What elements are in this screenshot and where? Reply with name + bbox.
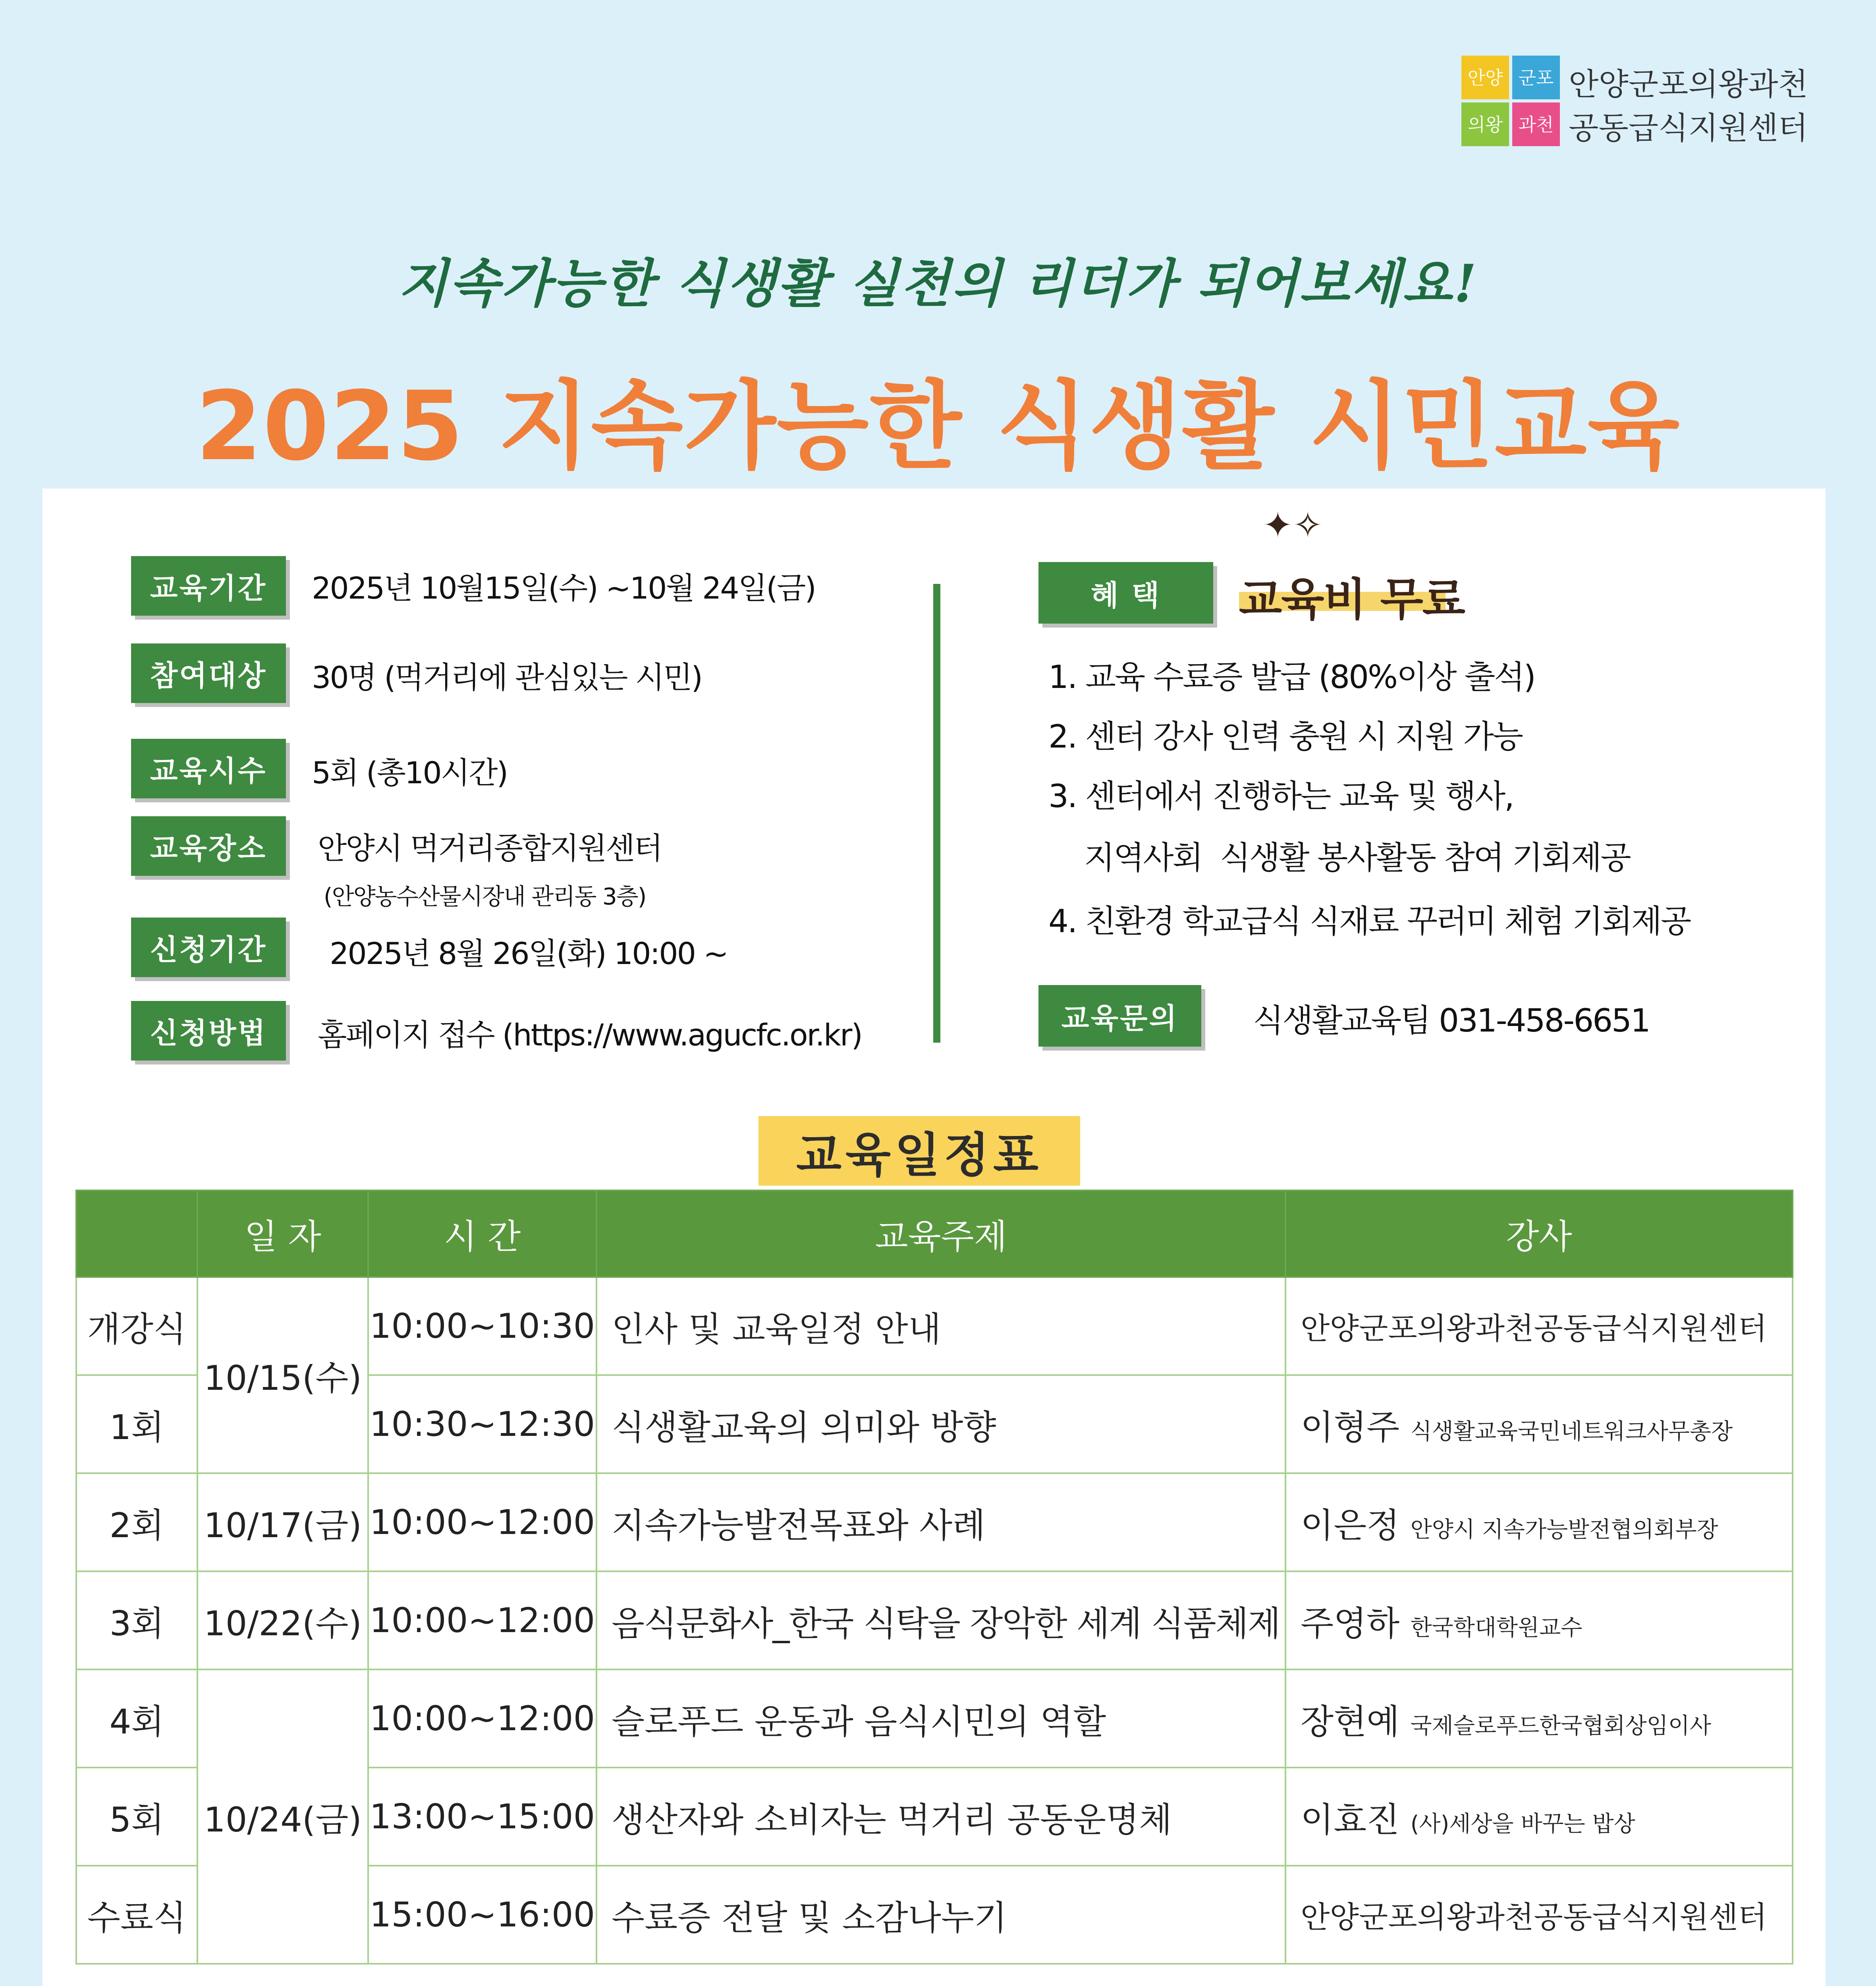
lecturer-cell: [1285, 1768, 1793, 1866]
lecturer-name: 주영하: [1301, 1603, 1400, 1644]
session-cell: 4회: [76, 1669, 197, 1768]
benefit-item-4: 4. 친환경 학교급식 식재료 꾸러미 체험 기회제공: [1048, 903, 1691, 940]
time-cell: 10:00~10:30: [368, 1277, 596, 1375]
lecturer-cell: [1285, 1277, 1793, 1375]
inquiry-tag: 교육문의: [1038, 985, 1201, 1047]
org-name-line1: 안양군포의왕과천: [1569, 67, 1808, 102]
session-cell: 1회: [76, 1375, 197, 1473]
lecturer-note: 한국학대학원교수: [1410, 1615, 1583, 1641]
time-cell: 13:00~15:00: [368, 1768, 596, 1866]
date-cell: 10/22(수): [197, 1571, 368, 1669]
apply-period-value: 2025년 8월 26일(화) 10:00 ~: [330, 936, 728, 971]
lecturer-cell: [1285, 1571, 1793, 1669]
slogan-subtitle: 지속가능한 식생활 실천의 리더가 되어보세요!: [398, 253, 1478, 314]
table-row: [76, 1669, 1793, 1768]
header-date: 일 자: [197, 1190, 368, 1277]
page-title: 2025 지속가능한 식생활 시민교육: [195, 371, 1681, 482]
org-name-line2: 공동급식지원센터: [1569, 110, 1808, 146]
lecturer-name: 이형주: [1301, 1407, 1400, 1447]
time-cell: 10:00~12:00: [368, 1473, 596, 1571]
time-cell: 15:00~16:00: [368, 1866, 596, 1964]
svg-text:과천: 과천: [1518, 114, 1554, 135]
hours-tag: 교육시수: [131, 739, 286, 798]
svg-text:의왕: 의왕: [1467, 114, 1503, 135]
date-cell: 10/24(금): [197, 1669, 368, 1964]
lecturer-note: 식생활교육국민네트워크사무총장: [1410, 1418, 1733, 1445]
benefit-item-3-cont: 지역사회 식생활 봉사활동 참여 기회제공: [1048, 839, 1630, 876]
period-value: 2025년 10월15일(수) ~10월 24일(금): [312, 570, 815, 606]
sparkle-icon: ✦✧: [1263, 504, 1323, 546]
center-logo: [1461, 56, 1561, 147]
apply-method-value: 홈페이지 접수 (https://www.agucfc.or.kr): [318, 1017, 862, 1053]
topic-cell: 생산자와 소비자는 먹거리 공동운명체: [596, 1768, 1285, 1866]
lecturer-cell: [1285, 1669, 1793, 1768]
lecturer-name: 이은정: [1301, 1505, 1400, 1546]
header-lecturer: 강사: [1285, 1190, 1793, 1277]
inquiry-value: 식생활교육팀 031-458-6651: [1253, 1002, 1650, 1039]
lecturer-name: 안양군포의왕과천공동급식지원센터: [1301, 1311, 1767, 1346]
lecturer-note: 국제슬로푸드한국협회상임이사: [1410, 1713, 1711, 1739]
hours-value: 5회 (총10시간): [312, 755, 508, 790]
time-cell: 10:00~12:00: [368, 1669, 596, 1768]
svg-text:군포: 군포: [1518, 67, 1554, 89]
table-row: [76, 1571, 1793, 1669]
schedule-table: [75, 1190, 1793, 1965]
lecturer-note: (사)세상을 바꾸는 밥상: [1410, 1811, 1635, 1837]
topic-cell: 음식문화사_한국 식탁을 장악한 세계 식품체제: [596, 1571, 1285, 1669]
table-header-row: [76, 1190, 1793, 1277]
place-tag: 교육장소: [131, 816, 286, 876]
column-divider: [933, 584, 940, 1043]
session-cell: 개강식: [76, 1277, 197, 1375]
topic-cell: 지속가능발전목표와 사례: [596, 1473, 1285, 1571]
benefit-item-2: 2. 센터 강사 인력 충원 시 지원 가능: [1048, 718, 1522, 755]
date-cell: 10/17(금): [197, 1473, 368, 1571]
lecturer-cell: [1285, 1473, 1793, 1571]
topic-cell: 식생활교육의 의미와 방향: [596, 1375, 1285, 1473]
topic-cell: 슬로푸드 운동과 음식시민의 역할: [596, 1669, 1285, 1768]
topic-cell: 수료증 전달 및 소감나누기: [596, 1866, 1285, 1964]
target-tag: 참여대상: [131, 643, 286, 703]
lecturer-note: 안양시 지속가능발전협의회부장: [1410, 1517, 1718, 1543]
date-cell: 10/15(수): [197, 1277, 368, 1473]
table-row: [76, 1277, 1793, 1375]
benefit-tag: 혜 택: [1038, 562, 1213, 624]
table-row: [76, 1473, 1793, 1571]
benefit-item-1: 1. 교육 수료증 발급 (80%이상 출석): [1048, 659, 1535, 695]
svg-text:안양: 안양: [1467, 67, 1503, 89]
time-cell: 10:00~12:00: [368, 1571, 596, 1669]
header-topic: 교육주제: [596, 1190, 1285, 1277]
lecturer-name: 이효진: [1301, 1800, 1400, 1840]
place-sub: (안양농수산물시장내 관리동 3층): [324, 883, 646, 910]
apply-period-tag: 신청기간: [131, 918, 286, 977]
session-cell: 5회: [76, 1768, 197, 1866]
free-tuition-label: 교육비 무료: [1239, 574, 1465, 626]
period-tag: 교육기간: [131, 556, 286, 616]
schedule-title: 교육일정표: [759, 1116, 1080, 1186]
lecturer-name: 안양군포의왕과천공동급식지원센터: [1301, 1899, 1767, 1935]
topic-cell: 인사 및 교육일정 안내: [596, 1277, 1285, 1375]
place-value: 안양시 먹거리종합지원센터: [318, 831, 662, 866]
apply-method-tag: 신청방법: [131, 1001, 286, 1061]
target-value: 30명 (먹거리에 관심있는 시민): [312, 660, 702, 695]
lecturer-cell: [1285, 1866, 1793, 1964]
header-time: 시 간: [368, 1190, 596, 1277]
session-cell: 3회: [76, 1571, 197, 1669]
session-cell: 2회: [76, 1473, 197, 1571]
lecturer-cell: [1285, 1375, 1793, 1473]
session-cell: 수료식: [76, 1866, 197, 1964]
header-session: [76, 1190, 197, 1277]
lecturer-name: 장현예: [1301, 1702, 1400, 1742]
time-cell: 10:30~12:30: [368, 1375, 596, 1473]
benefit-item-3: 3. 센터에서 진행하는 교육 및 행사,: [1048, 778, 1513, 815]
